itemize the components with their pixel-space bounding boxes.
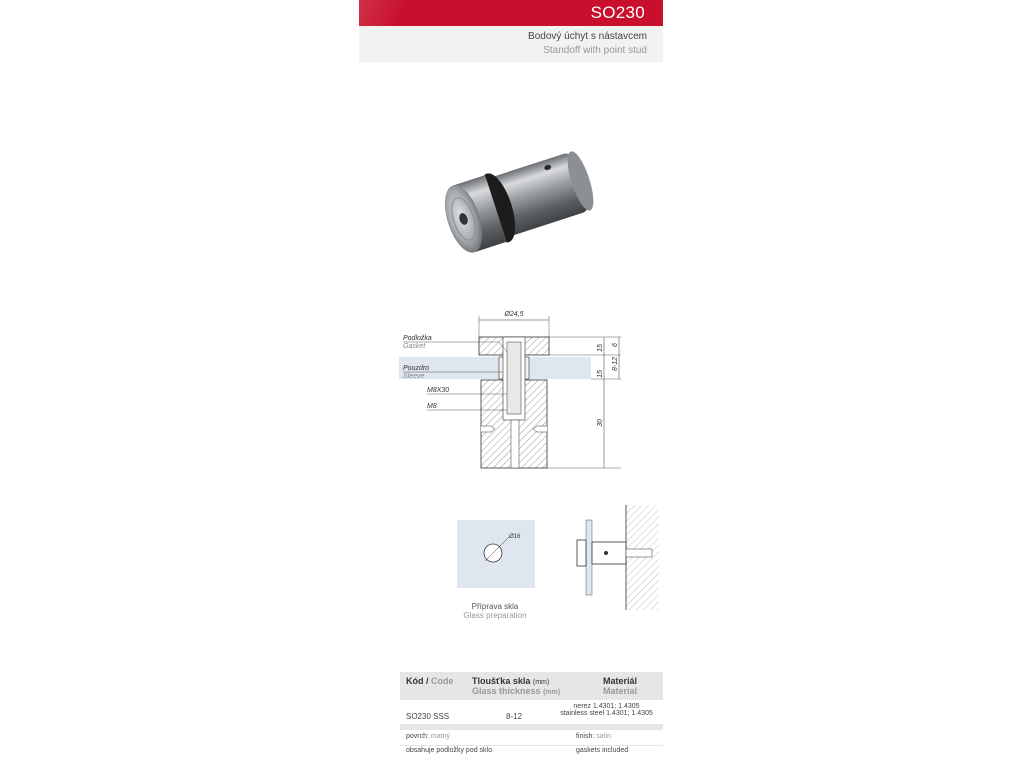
glass-prep-label-en: Glass preparation — [463, 611, 527, 620]
header-bar — [359, 0, 663, 26]
finish-row: povrch: matný finish: satin — [406, 733, 612, 740]
header-facet — [359, 0, 429, 26]
table-row — [400, 703, 663, 723]
label-gasket-en: Gasket — [403, 343, 426, 350]
gasket-row: obsahuje podložky pod sklo gaskets included — [406, 747, 629, 754]
col-code: Kód / Code — [406, 676, 454, 686]
technical-drawing — [399, 300, 659, 480]
product-title-en: Standoff with point stud — [543, 45, 647, 56]
cell-code: SO230 SSS — [406, 712, 450, 721]
hole-dimension: Ø16 — [509, 534, 521, 540]
product-sheet — [359, 0, 663, 768]
cell-material: nerez 1.4301; 1.4305 stainless steel 1.4301; 1.4305 — [560, 703, 653, 717]
row-divider — [400, 745, 663, 746]
label-sleeve-cz: Pouzdro — [403, 365, 430, 372]
product-photo — [439, 140, 599, 265]
label-thread: M8 — [427, 403, 437, 410]
label-sleeve-en: Sleeve — [403, 373, 425, 380]
table-header — [400, 672, 663, 700]
cell-thickness: 8-12 — [506, 712, 523, 721]
dim-diameter: Ø24,5 — [504, 311, 524, 318]
col-thickness: Tloušťka skla (mm) Glass thickness (mm) — [472, 676, 561, 696]
wall-mount-diagram — [564, 505, 659, 610]
product-code: SO230 — [590, 3, 645, 22]
dim-15-bottom: 15 — [597, 370, 604, 378]
col-material: Materiál Material — [602, 676, 637, 696]
dim-6: 6 — [612, 343, 619, 347]
glass-preparation-diagram — [457, 520, 535, 588]
product-title-cz: Bodový úchyt s nástavcem — [528, 31, 647, 42]
dim-8-12: 8-12 — [612, 356, 619, 372]
label-gasket-cz: Podložka — [403, 335, 432, 342]
subtitle-bar — [359, 26, 663, 62]
dim-15-top: 15 — [597, 344, 604, 352]
glass-prep-label-cz: Příprava skla — [471, 602, 519, 611]
label-bolt: M8X30 — [427, 387, 450, 394]
table-separator — [400, 724, 663, 730]
dim-30: 30 — [597, 419, 604, 427]
